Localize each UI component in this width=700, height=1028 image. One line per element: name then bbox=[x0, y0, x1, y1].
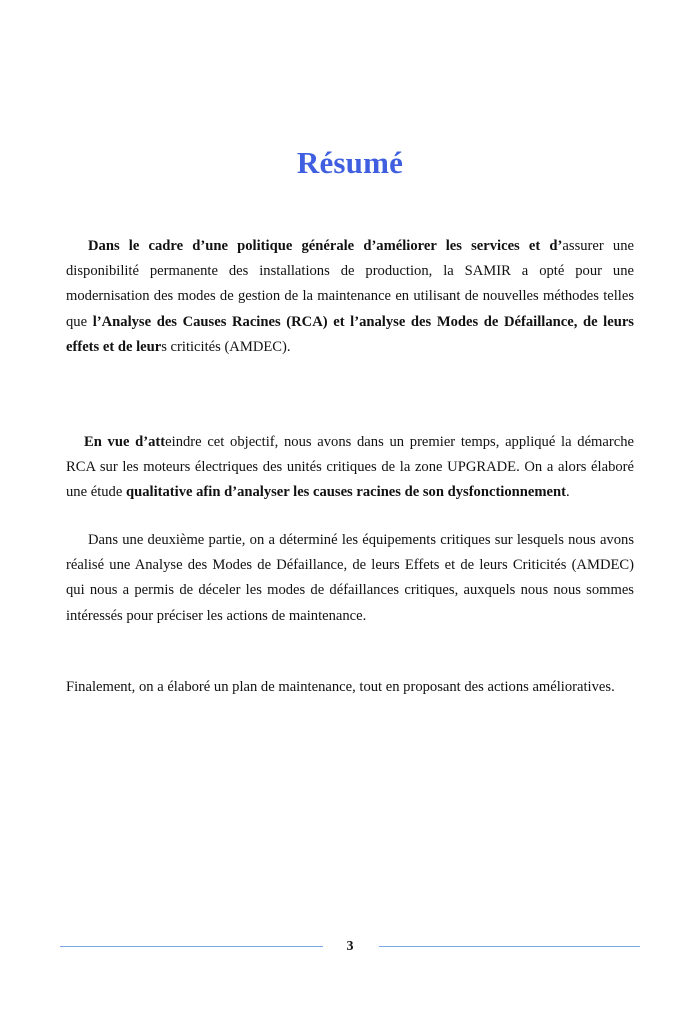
paragraph-amdec bbox=[66, 528, 634, 629]
text-segment-bold: Dans le cadre d’une politique générale d’améliorer les services et d’ bbox=[88, 238, 563, 254]
page-title: Résumé bbox=[296, 144, 404, 180]
text-segment-bold: En vue d’att bbox=[84, 434, 166, 450]
text-segment: eindre cet objectif, nous avons dans un premier temps, appliqué la démarche RCA sur les moteurs électriques des unités critiques de la zone UPGRADE. On a alors élaboré une étude bbox=[66, 434, 635, 501]
footer-rule-left bbox=[60, 946, 323, 947]
text-segment-bold: qualitative afin d’analyser les causes racines de son dysfonctionnement bbox=[125, 484, 566, 501]
page-number: 3 bbox=[346, 939, 354, 954]
footer-rule-right bbox=[379, 946, 640, 947]
paragraph-rca bbox=[66, 430, 634, 506]
paragraph-conclusion bbox=[66, 675, 634, 700]
text-segment: Finalement, on a élaboré un plan de maintenance, tout en proposant des actions amélioratives. bbox=[66, 679, 615, 695]
text-segment: Dans une deuxième partie, on a déterminé les équipements critiques sur lesquels nous avons réalisé une Analyse des Modes de Défaillance, de leurs Effets et de leurs Criticités (AMDEC) qui nous a permis de déceler les modes de défaillances critiques, auxquels nous nous sommes intéressés pour préciser les actions de maintenance. bbox=[66, 532, 634, 624]
text-segment: s criticités (AMDEC). bbox=[161, 338, 291, 355]
text-segment-bold: l’Analyse des Causes Racines (RCA) et l’analyse des Modes de Défaillance, de leurs effets et de leur bbox=[66, 313, 634, 355]
text-segment: assurer une disponibilité permanente des installations de production, la SAMIR a opté pour une modernisation des modes de gestion de la maintenance en utilisant de nouvelles méthodes telles que bbox=[66, 238, 634, 330]
paragraph-intro bbox=[66, 234, 634, 360]
text-segment: . bbox=[565, 484, 570, 501]
